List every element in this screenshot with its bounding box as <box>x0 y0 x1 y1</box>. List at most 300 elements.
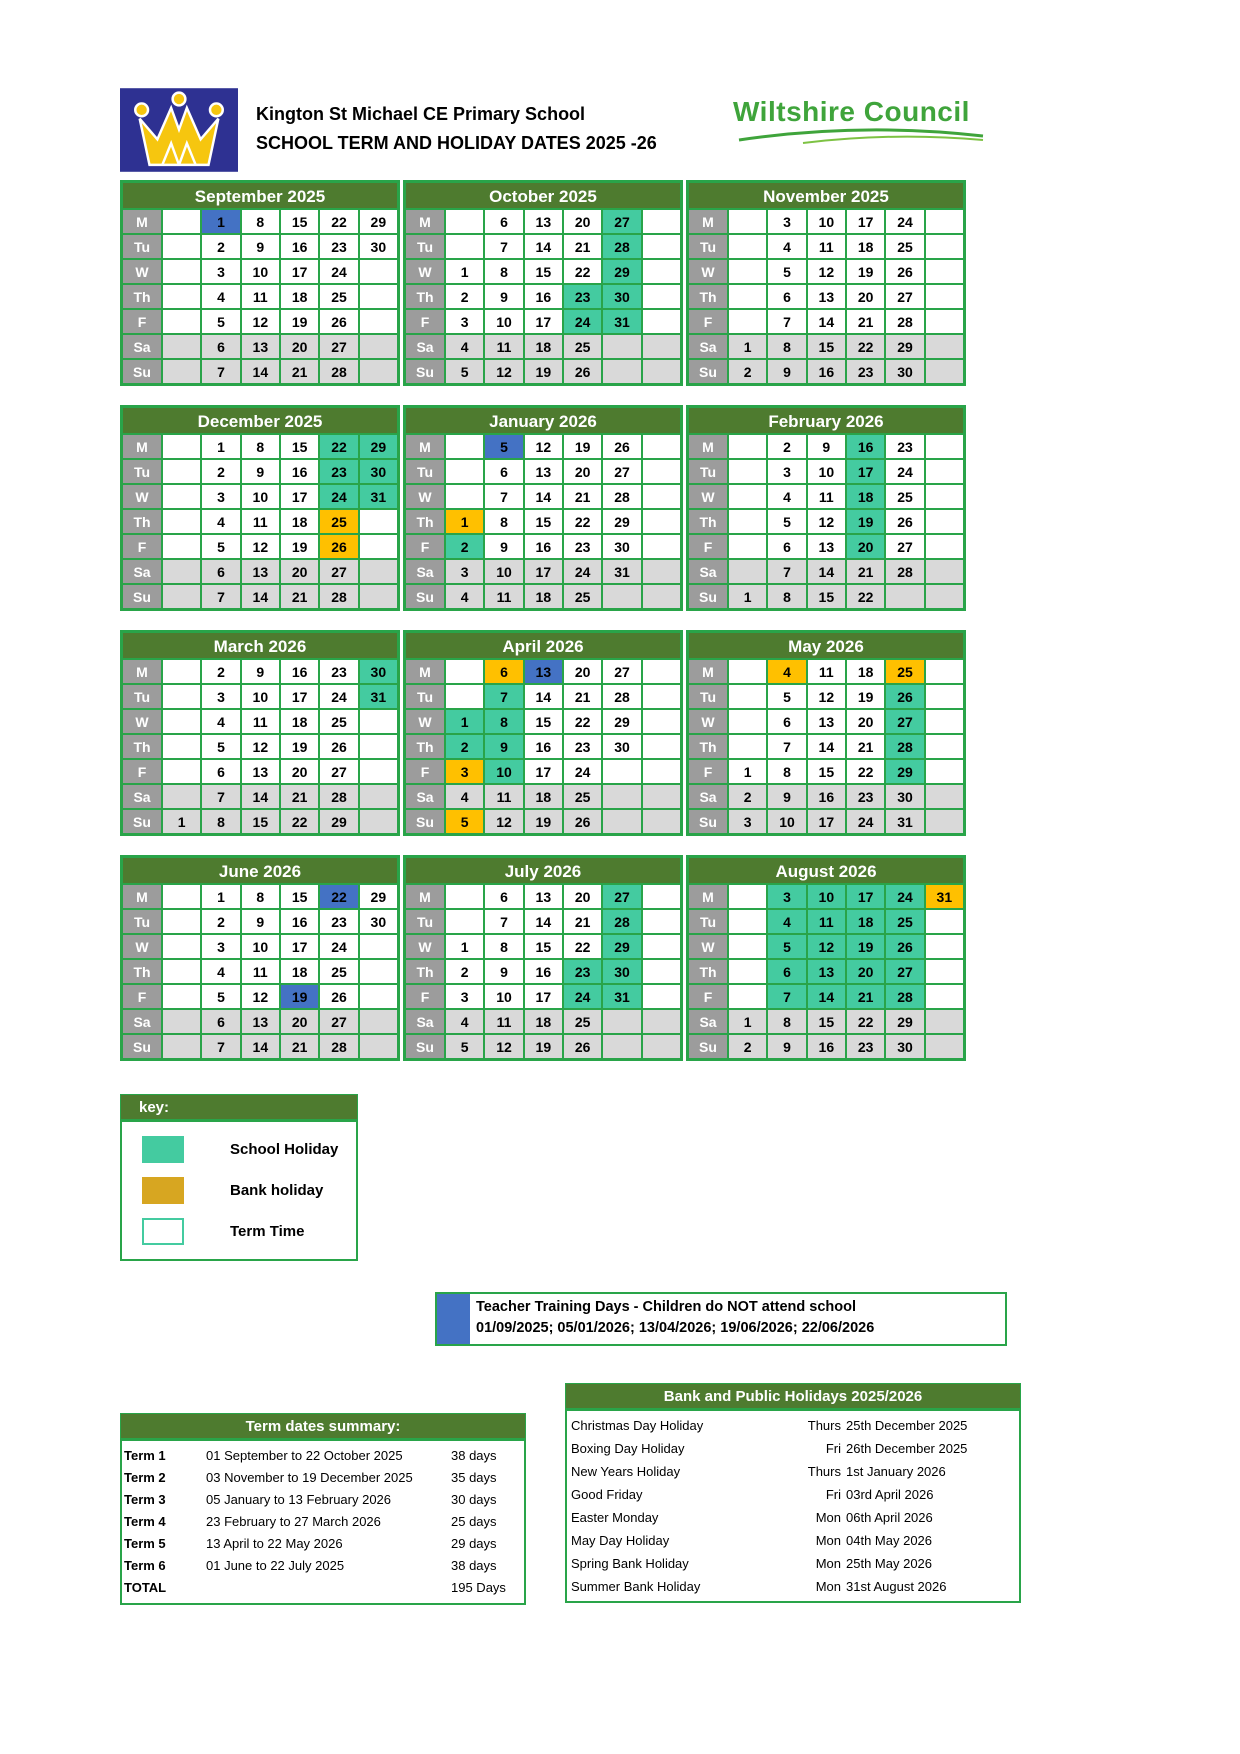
date-cell: 15 <box>524 709 563 734</box>
date-cell: 26 <box>319 309 358 334</box>
date-cell: 9 <box>241 909 280 934</box>
date-cell: 12 <box>807 684 846 709</box>
date-cell: 19 <box>524 1034 563 1059</box>
date-cell <box>445 659 484 684</box>
date-cell <box>642 534 681 559</box>
date-cell: 24 <box>885 884 924 909</box>
date-cell: 11 <box>484 1009 523 1034</box>
term-days: 29 days <box>451 1536 497 1551</box>
teacher-training-swatch <box>437 1294 470 1344</box>
date-cell: 27 <box>885 709 924 734</box>
date-cell: 4 <box>767 909 806 934</box>
date-cell: 16 <box>280 459 319 484</box>
date-cell <box>602 809 641 834</box>
date-cell <box>642 734 681 759</box>
date-cell: 29 <box>602 509 641 534</box>
date-cell: 14 <box>524 684 563 709</box>
date-cell: 21 <box>563 909 602 934</box>
date-cell: 21 <box>280 359 319 384</box>
bank-holiday-day: Mon <box>815 1556 841 1571</box>
term-summary-row <box>124 1489 524 1511</box>
date-cell: 26 <box>563 809 602 834</box>
date-cell: 12 <box>807 259 846 284</box>
date-cell: 28 <box>885 309 924 334</box>
day-label-cell: F <box>688 759 728 784</box>
month-panel <box>403 180 683 386</box>
month-title: July 2026 <box>405 857 681 884</box>
month-panel <box>686 855 966 1061</box>
date-cell: 25 <box>563 334 602 359</box>
month-title: April 2026 <box>405 632 681 659</box>
date-cell: 18 <box>846 909 885 934</box>
day-label-cell: F <box>688 984 728 1009</box>
date-cell: 4 <box>445 1009 484 1034</box>
date-cell: 5 <box>201 984 240 1009</box>
date-cell: 8 <box>767 584 806 609</box>
date-cell: 6 <box>201 334 240 359</box>
date-cell: 29 <box>359 209 398 234</box>
teacher-training-text <box>470 1294 880 1344</box>
term-days: 30 days <box>451 1492 497 1507</box>
date-cell <box>445 909 484 934</box>
date-cell: 17 <box>524 559 563 584</box>
date-cell <box>728 259 767 284</box>
date-cell <box>162 259 201 284</box>
date-cell: 14 <box>807 309 846 334</box>
date-cell: 25 <box>319 709 358 734</box>
date-cell: 4 <box>201 284 240 309</box>
date-cell: 14 <box>807 984 846 1009</box>
date-cell: 23 <box>846 784 885 809</box>
date-cell: 10 <box>241 934 280 959</box>
date-cell: 23 <box>885 434 924 459</box>
date-cell: 31 <box>925 884 964 909</box>
date-cell <box>925 309 964 334</box>
date-cell <box>642 459 681 484</box>
month-title: September 2025 <box>122 182 398 209</box>
date-cell: 21 <box>563 684 602 709</box>
date-cell <box>359 959 398 984</box>
month-title: May 2026 <box>688 632 964 659</box>
day-label-cell: W <box>688 709 728 734</box>
bank-holiday-day: Thurs <box>807 1464 841 1479</box>
date-cell: 27 <box>602 659 641 684</box>
date-cell: 17 <box>280 684 319 709</box>
date-cell: 9 <box>241 459 280 484</box>
date-cell: 2 <box>201 234 240 259</box>
date-cell <box>359 534 398 559</box>
bank-holiday-row <box>571 1575 1015 1598</box>
date-cell <box>359 934 398 959</box>
month-title: March 2026 <box>122 632 398 659</box>
date-cell: 27 <box>319 334 358 359</box>
date-cell <box>162 984 201 1009</box>
term-dates: 05 January to 13 February 2026 <box>206 1492 392 1507</box>
date-cell: 24 <box>563 759 602 784</box>
date-cell: 7 <box>767 309 806 334</box>
date-cell: 23 <box>563 959 602 984</box>
date-cell <box>445 434 484 459</box>
date-cell: 18 <box>280 709 319 734</box>
date-cell: 13 <box>807 709 846 734</box>
date-cell: 10 <box>241 684 280 709</box>
date-cell: 28 <box>602 909 641 934</box>
date-cell: 25 <box>563 584 602 609</box>
date-cell <box>162 959 201 984</box>
day-label-cell: F <box>405 759 445 784</box>
date-cell: 30 <box>885 784 924 809</box>
key-swatch-sh <box>142 1136 184 1163</box>
date-cell <box>925 984 964 1009</box>
day-label-cell: Tu <box>405 909 445 934</box>
date-cell: 5 <box>445 359 484 384</box>
key-item <box>142 1177 356 1204</box>
date-cell: 19 <box>846 259 885 284</box>
date-cell: 20 <box>563 459 602 484</box>
date-cell <box>925 234 964 259</box>
date-cell <box>359 759 398 784</box>
date-cell: 8 <box>484 259 523 284</box>
date-cell: 4 <box>201 959 240 984</box>
date-cell: 8 <box>767 334 806 359</box>
key-item-label: School Holiday <box>230 1141 339 1158</box>
date-cell <box>925 684 964 709</box>
date-cell: 19 <box>563 434 602 459</box>
date-cell: 19 <box>846 509 885 534</box>
date-cell <box>602 1034 641 1059</box>
date-cell <box>359 309 398 334</box>
day-label-cell: W <box>405 484 445 509</box>
date-cell: 11 <box>241 959 280 984</box>
date-cell <box>642 1009 681 1034</box>
date-cell: 16 <box>807 359 846 384</box>
date-cell <box>162 734 201 759</box>
date-cell: 16 <box>524 534 563 559</box>
date-cell: 31 <box>359 484 398 509</box>
date-cell: 20 <box>280 759 319 784</box>
day-label-cell: Th <box>688 734 728 759</box>
day-label-cell: Su <box>688 809 728 834</box>
date-cell <box>162 709 201 734</box>
date-cell: 2 <box>445 959 484 984</box>
date-cell <box>359 284 398 309</box>
date-cell <box>728 484 767 509</box>
day-label-cell: Tu <box>688 459 728 484</box>
date-cell: 5 <box>484 434 523 459</box>
bank-holiday-name: Summer Bank Holiday <box>571 1579 701 1594</box>
date-cell: 1 <box>201 434 240 459</box>
date-cell: 23 <box>846 1034 885 1059</box>
date-cell <box>445 459 484 484</box>
date-cell: 28 <box>319 1034 358 1059</box>
date-cell: 3 <box>445 984 484 1009</box>
day-label-cell: Su <box>122 809 162 834</box>
date-cell <box>728 459 767 484</box>
date-cell <box>162 434 201 459</box>
term-dates: 01 June to 22 July 2025 <box>206 1558 345 1573</box>
date-cell <box>162 759 201 784</box>
day-label-cell: W <box>122 484 162 509</box>
date-cell <box>359 334 398 359</box>
date-cell: 31 <box>602 309 641 334</box>
date-cell: 4 <box>767 484 806 509</box>
date-cell: 22 <box>563 934 602 959</box>
term-dates: 01 September to 22 October 2025 <box>206 1448 403 1463</box>
month-title: August 2026 <box>688 857 964 884</box>
date-cell: 28 <box>602 234 641 259</box>
date-cell: 14 <box>524 909 563 934</box>
month-title: February 2026 <box>688 407 964 434</box>
bank-holiday-day: Fri <box>825 1487 841 1502</box>
day-label-cell: F <box>122 984 162 1009</box>
date-cell: 20 <box>563 884 602 909</box>
date-cell: 22 <box>563 509 602 534</box>
bank-holiday-name: Boxing Day Holiday <box>571 1441 685 1456</box>
date-cell: 2 <box>445 734 484 759</box>
day-label-cell: M <box>122 434 162 459</box>
date-cell: 26 <box>602 434 641 459</box>
date-cell: 16 <box>524 734 563 759</box>
month-panel <box>120 855 400 1061</box>
date-cell: 17 <box>846 459 885 484</box>
day-label-cell: M <box>405 659 445 684</box>
date-cell <box>162 459 201 484</box>
date-cell: 12 <box>241 309 280 334</box>
date-cell: 5 <box>767 259 806 284</box>
date-cell: 30 <box>602 534 641 559</box>
date-cell: 19 <box>280 984 319 1009</box>
date-cell: 25 <box>885 234 924 259</box>
date-cell: 11 <box>807 484 846 509</box>
date-cell: 29 <box>602 934 641 959</box>
bank-holiday-date: 26th December 2025 <box>846 1441 968 1456</box>
date-cell: 11 <box>807 909 846 934</box>
date-cell: 31 <box>602 559 641 584</box>
bank-holiday-date: 04th May 2026 <box>846 1533 933 1548</box>
date-cell: 17 <box>280 934 319 959</box>
term-name: TOTAL <box>124 1580 167 1595</box>
council-swoosh-icon <box>733 128 989 148</box>
date-cell <box>642 659 681 684</box>
term-name: Term 5 <box>124 1536 166 1551</box>
date-cell <box>925 1034 964 1059</box>
date-cell: 15 <box>807 759 846 784</box>
date-cell <box>925 734 964 759</box>
date-cell: 1 <box>728 334 767 359</box>
date-cell: 23 <box>319 459 358 484</box>
bank-holidays-body <box>565 1409 1021 1603</box>
date-cell <box>642 334 681 359</box>
date-cell: 21 <box>280 1034 319 1059</box>
date-cell: 6 <box>484 659 523 684</box>
date-cell <box>359 359 398 384</box>
term-summary-row <box>124 1555 524 1577</box>
date-cell: 6 <box>767 959 806 984</box>
date-cell: 10 <box>241 484 280 509</box>
bank-holiday-name: May Day Holiday <box>571 1533 670 1548</box>
date-cell: 8 <box>241 434 280 459</box>
bank-holiday-date: 1st January 2026 <box>846 1464 946 1479</box>
term-days: 38 days <box>451 1448 497 1463</box>
date-cell: 1 <box>445 709 484 734</box>
date-cell: 7 <box>484 484 523 509</box>
date-cell <box>642 959 681 984</box>
day-label-cell: M <box>688 884 728 909</box>
date-cell: 22 <box>563 709 602 734</box>
day-label-cell: Sa <box>688 334 728 359</box>
date-cell <box>728 234 767 259</box>
day-label-cell: Th <box>405 959 445 984</box>
date-cell: 18 <box>846 659 885 684</box>
date-cell: 1 <box>728 759 767 784</box>
term-days: 195 Days <box>451 1580 506 1595</box>
date-cell: 9 <box>484 734 523 759</box>
date-cell <box>728 309 767 334</box>
date-cell: 18 <box>524 584 563 609</box>
month-panel <box>120 180 400 386</box>
date-cell <box>162 884 201 909</box>
date-cell <box>642 784 681 809</box>
date-cell: 15 <box>524 509 563 534</box>
date-cell: 3 <box>767 459 806 484</box>
date-cell: 14 <box>807 559 846 584</box>
date-cell <box>445 884 484 909</box>
key-item-label: Term Time <box>230 1223 305 1240</box>
date-cell: 21 <box>563 484 602 509</box>
day-label-cell: Sa <box>688 559 728 584</box>
date-cell: 8 <box>241 884 280 909</box>
date-cell: 1 <box>201 209 240 234</box>
bank-holiday-date: 25th May 2026 <box>846 1556 933 1571</box>
day-label-cell: Sa <box>122 784 162 809</box>
date-cell: 1 <box>201 884 240 909</box>
date-cell: 29 <box>602 259 641 284</box>
month-panel <box>120 630 400 836</box>
key-panel <box>120 1094 358 1261</box>
date-cell: 4 <box>767 234 806 259</box>
date-cell: 7 <box>484 234 523 259</box>
date-cell: 28 <box>602 484 641 509</box>
date-cell <box>642 809 681 834</box>
date-cell: 29 <box>359 884 398 909</box>
date-cell: 10 <box>484 759 523 784</box>
date-cell: 13 <box>524 209 563 234</box>
date-cell: 1 <box>445 934 484 959</box>
date-cell: 16 <box>524 284 563 309</box>
date-cell: 12 <box>484 359 523 384</box>
date-cell: 17 <box>524 759 563 784</box>
date-cell <box>359 559 398 584</box>
date-cell: 17 <box>280 484 319 509</box>
date-cell: 5 <box>201 534 240 559</box>
date-cell: 14 <box>241 584 280 609</box>
date-cell: 23 <box>319 659 358 684</box>
bank-holiday-day: Mon <box>815 1510 841 1525</box>
date-cell: 23 <box>319 234 358 259</box>
key-swatch-term <box>142 1218 184 1245</box>
date-cell: 12 <box>241 734 280 759</box>
date-cell: 4 <box>201 709 240 734</box>
teacher-training-panel <box>435 1292 1007 1346</box>
day-label-cell: M <box>688 659 728 684</box>
date-cell: 18 <box>280 284 319 309</box>
date-cell <box>642 909 681 934</box>
key-item-label: Bank holiday <box>230 1182 324 1199</box>
date-cell <box>925 334 964 359</box>
day-label-cell: Tu <box>688 684 728 709</box>
date-cell: 6 <box>767 709 806 734</box>
date-cell: 24 <box>563 984 602 1009</box>
date-cell: 10 <box>484 984 523 1009</box>
day-label-cell: Sa <box>688 1009 728 1034</box>
date-cell: 8 <box>767 759 806 784</box>
date-cell: 18 <box>280 509 319 534</box>
date-cell: 9 <box>767 784 806 809</box>
date-cell <box>728 909 767 934</box>
date-cell <box>728 534 767 559</box>
date-cell: 28 <box>319 784 358 809</box>
date-cell: 3 <box>728 809 767 834</box>
date-cell <box>162 934 201 959</box>
date-cell <box>359 984 398 1009</box>
date-cell: 11 <box>484 334 523 359</box>
date-cell: 7 <box>767 734 806 759</box>
date-cell <box>162 484 201 509</box>
date-cell: 16 <box>807 1034 846 1059</box>
date-cell <box>642 484 681 509</box>
date-cell <box>602 334 641 359</box>
day-label-cell: Su <box>122 359 162 384</box>
date-cell: 20 <box>846 284 885 309</box>
date-cell: 8 <box>484 709 523 734</box>
date-cell: 28 <box>885 734 924 759</box>
date-cell <box>925 659 964 684</box>
date-cell: 17 <box>846 209 885 234</box>
month-panel <box>120 405 400 611</box>
day-label-cell: Th <box>122 284 162 309</box>
day-label-cell: M <box>688 209 728 234</box>
date-cell: 16 <box>846 434 885 459</box>
date-cell: 28 <box>319 584 358 609</box>
date-cell <box>925 934 964 959</box>
date-cell <box>162 284 201 309</box>
date-cell <box>445 484 484 509</box>
date-cell: 28 <box>885 559 924 584</box>
bank-holiday-day: Fri <box>825 1441 841 1456</box>
bank-holiday-row <box>571 1414 1015 1437</box>
date-cell <box>728 684 767 709</box>
day-label-cell: Th <box>122 959 162 984</box>
date-cell: 30 <box>359 234 398 259</box>
term-summary-row <box>124 1445 524 1467</box>
date-cell <box>925 484 964 509</box>
date-cell <box>162 684 201 709</box>
date-cell <box>728 959 767 984</box>
date-cell: 29 <box>359 434 398 459</box>
month-title: June 2026 <box>122 857 398 884</box>
date-cell: 19 <box>846 684 885 709</box>
day-label-cell: W <box>405 934 445 959</box>
date-cell: 6 <box>201 759 240 784</box>
date-cell: 7 <box>767 984 806 1009</box>
date-cell <box>728 884 767 909</box>
date-cell <box>162 1009 201 1034</box>
date-cell <box>642 584 681 609</box>
date-cell <box>359 259 398 284</box>
date-cell: 15 <box>280 884 319 909</box>
date-cell: 16 <box>807 784 846 809</box>
date-cell <box>642 359 681 384</box>
